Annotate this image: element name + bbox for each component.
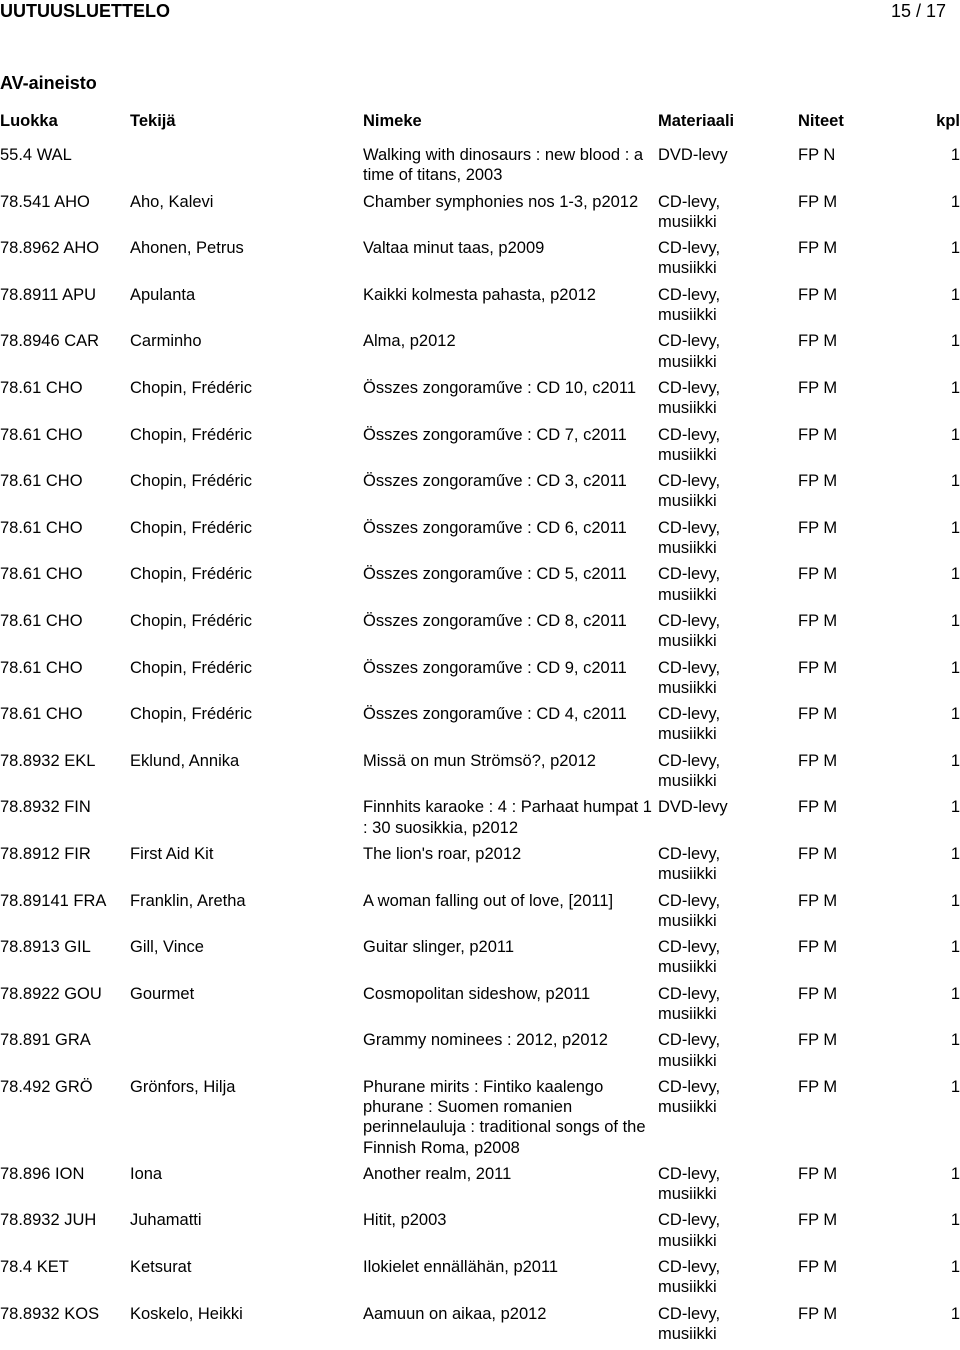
table-row bbox=[0, 797, 960, 844]
cell-luokka: 55.4 WAL bbox=[0, 146, 72, 164]
cell-niteet: FP M bbox=[798, 705, 838, 724]
cell-kpl: 1 bbox=[950, 1077, 960, 1096]
cell-kpl: 1 bbox=[950, 518, 960, 537]
cell-materiaali: CD-levy, musiikki bbox=[658, 658, 721, 697]
cell-luokka: 78.61 CHO bbox=[0, 658, 83, 677]
cell-luokka: 78.896 ION bbox=[0, 1164, 85, 1183]
table-row bbox=[0, 844, 960, 891]
section-heading: AV-aineisto bbox=[0, 73, 97, 93]
table-row bbox=[0, 704, 960, 751]
cell-luokka: 78.8913 GIL bbox=[0, 938, 91, 957]
cell-tekija: Iona bbox=[130, 1164, 163, 1183]
cell-tekija: Apulanta bbox=[130, 285, 196, 304]
cell-materiaali: CD-levy, musiikki bbox=[658, 1258, 721, 1297]
cell-materiaali: CD-levy, musiikki bbox=[658, 1304, 721, 1343]
cell-nimeke: Phurane mirits : Fintiko kaalengo phurane : Suomen romanien perinnelauluja : traditional songs of the Finnish Roma, p2008 bbox=[363, 1077, 646, 1157]
cell-tekija: Chopin, Frédéric bbox=[130, 378, 252, 397]
cell-niteet: FP M bbox=[798, 518, 838, 537]
cell-nimeke: Cosmopolitan sideshow, p2011 bbox=[363, 984, 591, 1003]
cell-tekija: Chopin, Frédéric bbox=[130, 658, 252, 677]
cell-tekija: Ahonen, Petrus bbox=[130, 239, 244, 258]
table-row bbox=[0, 145, 960, 192]
table-row bbox=[0, 1304, 960, 1350]
cell-materiaali: CD-levy, musiikki bbox=[658, 705, 721, 744]
cell-luokka: 78.8911 APU bbox=[0, 285, 97, 304]
cell-materiaali: CD-levy, musiikki bbox=[658, 378, 721, 418]
cell-tekija: Chopin, Frédéric bbox=[130, 472, 252, 491]
cell-tekija: Ketsurat bbox=[130, 1258, 192, 1277]
cell-nimeke: Kaikki kolmesta pahasta, p2012 bbox=[363, 285, 596, 304]
page-number: 15 / 17 bbox=[890, 1, 946, 21]
cell-luokka: 78.541 AHO bbox=[0, 192, 90, 211]
cell-kpl: 1 bbox=[950, 1031, 960, 1050]
cell-tekija: Chopin, Frédéric bbox=[130, 565, 252, 584]
cell-niteet: FP M bbox=[798, 658, 838, 677]
cell-luokka: 78.492 GRÖ bbox=[0, 1077, 93, 1096]
table-row bbox=[0, 658, 960, 705]
cell-tekija: Franklin, Aretha bbox=[130, 891, 246, 910]
table-row bbox=[0, 1030, 960, 1077]
column-header-materiaali: Materiaali bbox=[658, 112, 735, 130]
cell-nimeke: Összes zongoraműve : CD 3, c2011 bbox=[363, 472, 627, 491]
cell-nimeke: Chamber symphonies nos 1-3, p2012 bbox=[363, 192, 639, 211]
cell-niteet: FP M bbox=[798, 239, 838, 258]
cell-kpl: 1 bbox=[950, 798, 960, 817]
cell-tekija: Aho, Kalevi bbox=[130, 192, 214, 211]
cell-kpl: 1 bbox=[950, 611, 960, 630]
cell-niteet: FP N bbox=[798, 146, 836, 164]
cell-niteet: FP M bbox=[798, 1077, 838, 1096]
cell-niteet: FP M bbox=[798, 565, 838, 584]
cell-nimeke: Guitar slinger, p2011 bbox=[363, 938, 515, 957]
cell-niteet: FP M bbox=[798, 425, 838, 444]
cell-kpl: 1 bbox=[950, 565, 960, 584]
cell-nimeke: Összes zongoraműve : CD 8, c2011 bbox=[363, 611, 627, 630]
cell-kpl: 1 bbox=[950, 891, 960, 910]
cell-kpl: 1 bbox=[950, 1211, 960, 1230]
table-row bbox=[0, 611, 960, 658]
cell-materiaali: CD-levy, musiikki bbox=[658, 751, 721, 791]
table-row bbox=[0, 192, 960, 239]
table-row bbox=[0, 1077, 960, 1164]
cell-luokka: 78.61 CHO bbox=[0, 518, 83, 537]
cell-niteet: FP M bbox=[798, 751, 838, 770]
cell-luokka: 78.61 CHO bbox=[0, 705, 83, 724]
cell-luokka: 78.891 GRA bbox=[0, 1031, 91, 1050]
cell-tekija: Grönfors, Hilja bbox=[130, 1077, 236, 1096]
cell-luokka: 78.8922 GOU bbox=[0, 984, 102, 1003]
column-header-niteet: Niteet bbox=[798, 112, 844, 130]
cell-niteet: FP M bbox=[798, 332, 838, 351]
cell-niteet: FP M bbox=[798, 1031, 838, 1050]
cell-kpl: 1 bbox=[950, 844, 960, 863]
cell-materiaali: CD-levy, musiikki bbox=[658, 611, 721, 651]
cell-nimeke: Összes zongoraműve : CD 10, c2011 bbox=[363, 378, 636, 397]
table-row bbox=[0, 1164, 960, 1211]
cell-kpl: 1 bbox=[950, 1258, 960, 1277]
cell-tekija: Chopin, Frédéric bbox=[130, 611, 252, 630]
cell-nimeke: Aamuun on aikaa, p2012 bbox=[363, 1304, 547, 1323]
cell-kpl: 1 bbox=[950, 705, 960, 724]
cell-luokka: 78.8932 EKL bbox=[0, 751, 96, 770]
cell-luokka: 78.61 CHO bbox=[0, 472, 83, 491]
table-row bbox=[0, 378, 960, 425]
cell-niteet: FP M bbox=[798, 984, 838, 1003]
cell-niteet: FP M bbox=[798, 192, 838, 211]
column-header-kpl: kpl bbox=[936, 112, 960, 130]
cell-niteet: FP M bbox=[798, 1258, 838, 1277]
cell-nimeke: Összes zongoraműve : CD 4, c2011 bbox=[363, 705, 627, 724]
cell-materiaali: CD-levy, musiikki bbox=[658, 565, 721, 604]
cell-nimeke: Összes zongoraműve : CD 5, c2011 bbox=[363, 565, 627, 584]
cell-tekija: Chopin, Frédéric bbox=[130, 518, 252, 537]
document-title: UUTUUSLUETTELO bbox=[0, 1, 170, 21]
cell-kpl: 1 bbox=[950, 1304, 960, 1323]
cell-nimeke: Grammy nominees : 2012, p2012 bbox=[363, 1031, 608, 1050]
cell-luokka: 78.4 KET bbox=[0, 1258, 69, 1277]
table-row bbox=[0, 937, 960, 984]
cell-kpl: 1 bbox=[950, 239, 960, 258]
cell-luokka: 78.8912 FIR bbox=[0, 844, 91, 863]
cell-materiaali: CD-levy, musiikki bbox=[658, 192, 721, 231]
cell-niteet: FP M bbox=[798, 1304, 838, 1323]
cell-niteet: FP M bbox=[798, 798, 838, 817]
cell-luokka: 78.61 CHO bbox=[0, 425, 83, 444]
cell-nimeke: Ilokielet ennällähän, p2011 bbox=[363, 1258, 559, 1277]
cell-luokka: 78.61 CHO bbox=[0, 378, 83, 397]
cell-materiaali: CD-levy, musiikki bbox=[658, 1031, 721, 1070]
table-row bbox=[0, 331, 960, 378]
cell-niteet: FP M bbox=[798, 611, 838, 630]
cell-luokka: 78.8962 AHO bbox=[0, 239, 100, 258]
cell-nimeke: The lion's roar, p2012 bbox=[363, 844, 522, 863]
cell-luokka: 78.89141 FRA bbox=[0, 891, 107, 910]
table-row bbox=[0, 891, 960, 938]
cell-tekija: Chopin, Frédéric bbox=[130, 705, 252, 724]
cell-materiaali: CD-levy, musiikki bbox=[658, 1077, 721, 1117]
table-row bbox=[0, 984, 960, 1031]
cell-kpl: 1 bbox=[950, 1164, 960, 1183]
column-header-luokka: Luokka bbox=[0, 112, 58, 130]
cell-tekija: Juhamatti bbox=[130, 1211, 202, 1230]
cell-nimeke: Walking with dinosaurs : new blood : a time of titans, 2003 bbox=[363, 146, 644, 185]
cell-nimeke: Valtaa minut taas, p2009 bbox=[363, 239, 545, 258]
cell-kpl: 1 bbox=[950, 751, 960, 770]
cell-niteet: FP M bbox=[798, 844, 838, 863]
cell-nimeke: Hitit, p2003 bbox=[363, 1211, 447, 1230]
cell-niteet: FP M bbox=[798, 285, 838, 304]
cell-kpl: 1 bbox=[950, 146, 960, 164]
table-row bbox=[0, 751, 960, 798]
cell-materiaali: CD-levy, musiikki bbox=[658, 1164, 721, 1204]
table-header bbox=[0, 111, 960, 131]
table-row bbox=[0, 518, 960, 565]
cell-kpl: 1 bbox=[950, 332, 960, 351]
cell-tekija: Koskelo, Heikki bbox=[130, 1304, 243, 1323]
cell-niteet: FP M bbox=[798, 472, 838, 491]
cell-tekija: First Aid Kit bbox=[130, 844, 214, 863]
table-row bbox=[0, 238, 960, 285]
cell-luokka: 78.8946 CAR bbox=[0, 332, 100, 351]
cell-materiaali: CD-levy, musiikki bbox=[658, 285, 721, 325]
column-header-tekija: Tekijä bbox=[130, 112, 176, 130]
cell-kpl: 1 bbox=[950, 658, 960, 677]
cell-niteet: FP M bbox=[798, 891, 838, 910]
table-row bbox=[0, 285, 960, 332]
cell-materiaali: CD-levy, musiikki bbox=[658, 472, 721, 511]
table-row bbox=[0, 564, 960, 611]
cell-kpl: 1 bbox=[950, 192, 960, 211]
cell-niteet: FP M bbox=[798, 1211, 838, 1230]
cell-materiaali: CD-levy, musiikki bbox=[658, 332, 721, 371]
table-row bbox=[0, 1210, 960, 1257]
cell-luokka: 78.8932 KOS bbox=[0, 1304, 100, 1323]
cell-materiaali: CD-levy, musiikki bbox=[658, 239, 721, 278]
column-header-nimeke: Nimeke bbox=[363, 112, 422, 130]
cell-nimeke: A woman falling out of love, [2011] bbox=[363, 891, 614, 910]
cell-nimeke: Alma, p2012 bbox=[363, 332, 456, 351]
cell-kpl: 1 bbox=[950, 425, 960, 444]
cell-materiaali: DVD-levy bbox=[658, 798, 728, 817]
cell-materiaali: CD-levy, musiikki bbox=[658, 844, 721, 884]
catalog-table bbox=[0, 145, 960, 1350]
table-row bbox=[0, 425, 960, 472]
cell-nimeke: Összes zongoraműve : CD 7, c2011 bbox=[363, 425, 627, 444]
cell-niteet: FP M bbox=[798, 378, 838, 397]
cell-niteet: FP M bbox=[798, 938, 838, 957]
cell-materiaali: CD-levy, musiikki bbox=[658, 938, 721, 977]
cell-nimeke: Missä on mun Strömsö?, p2012 bbox=[363, 751, 596, 770]
cell-nimeke: Összes zongoraműve : CD 9, c2011 bbox=[363, 658, 627, 677]
cell-kpl: 1 bbox=[950, 285, 960, 304]
cell-materiaali: CD-levy, musiikki bbox=[658, 891, 721, 930]
cell-kpl: 1 bbox=[950, 938, 960, 957]
cell-luokka: 78.61 CHO bbox=[0, 611, 83, 630]
cell-luokka: 78.8932 FIN bbox=[0, 798, 91, 817]
cell-luokka: 78.8932 JUH bbox=[0, 1211, 97, 1230]
cell-materiaali: CD-levy, musiikki bbox=[658, 518, 721, 558]
cell-nimeke: Finnhits karaoke : 4 : Parhaat humpat 1 : 30 suosikkia, p2012 bbox=[363, 798, 652, 837]
cell-materiaali: DVD-levy bbox=[658, 146, 728, 164]
cell-kpl: 1 bbox=[950, 984, 960, 1003]
table-row bbox=[0, 471, 960, 518]
cell-materiaali: CD-levy, musiikki bbox=[658, 1211, 721, 1250]
cell-nimeke: Összes zongoraműve : CD 6, c2011 bbox=[363, 518, 627, 537]
cell-kpl: 1 bbox=[950, 378, 960, 397]
cell-tekija: Eklund, Annika bbox=[130, 751, 240, 770]
cell-materiaali: CD-levy, musiikki bbox=[658, 984, 721, 1023]
cell-tekija: Carminho bbox=[130, 332, 202, 351]
cell-nimeke: Another realm, 2011 bbox=[363, 1164, 512, 1183]
cell-materiaali: CD-levy, musiikki bbox=[658, 425, 721, 464]
cell-tekija: Chopin, Frédéric bbox=[130, 425, 252, 444]
cell-luokka: 78.61 CHO bbox=[0, 565, 83, 584]
cell-tekija: Gourmet bbox=[130, 984, 195, 1003]
cell-kpl: 1 bbox=[950, 472, 960, 491]
cell-niteet: FP M bbox=[798, 1164, 838, 1183]
cell-tekija: Gill, Vince bbox=[130, 938, 204, 957]
table-row bbox=[0, 1257, 960, 1304]
